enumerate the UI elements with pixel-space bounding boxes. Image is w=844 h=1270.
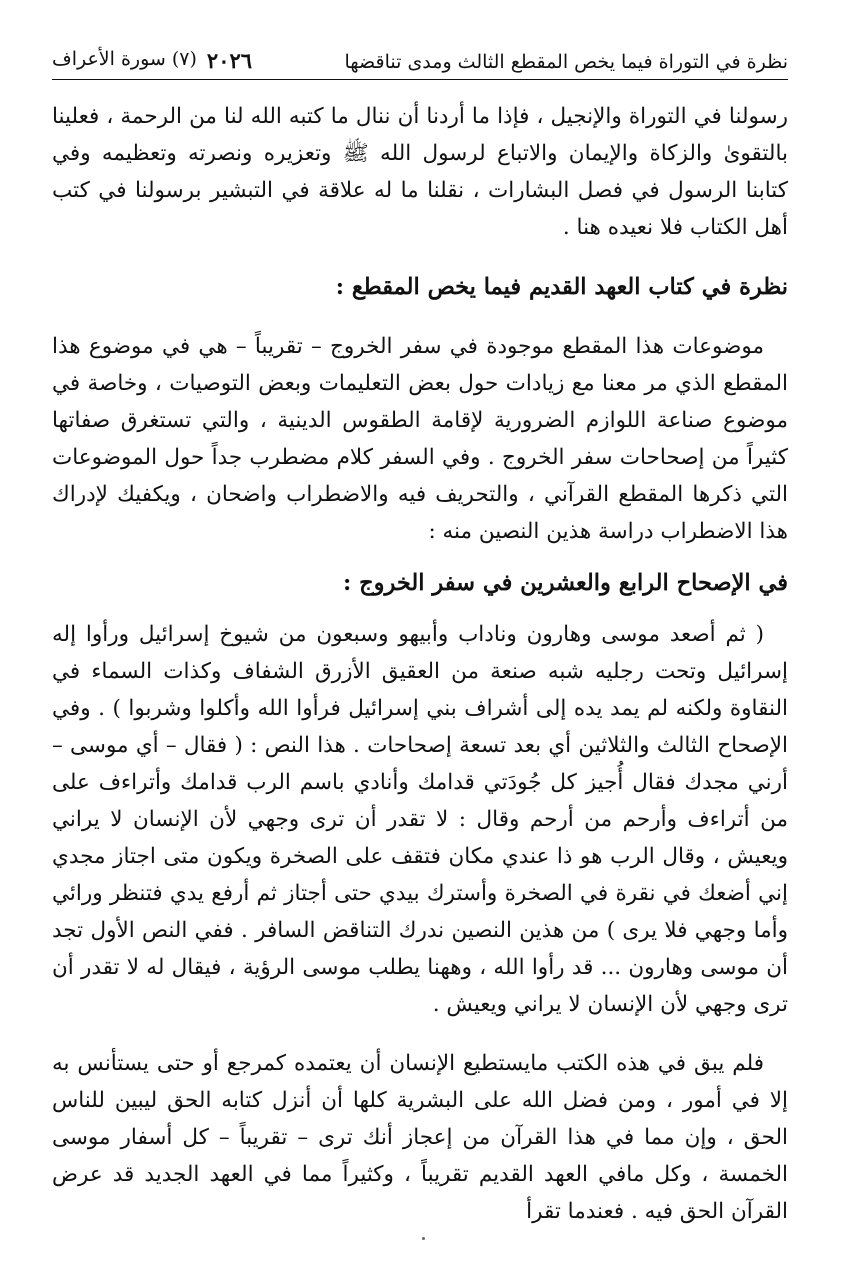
paragraph: موضوعات هذا المقطع موجودة في سفر الخروج – تقريباً – هي في موضوع هذا المقطع الذي مر معنا مع زيادات حول بعض التعليمات وبعض التوصيات ، وخاصة في موضوع صناعة اللوازم الضرورية لإقامة الطقوس الدينية ، والتي تستغرق صفاتها كثيراً من إصحاحات سفر الخروج . وفي السفر كلام مضطرب جداً حول الموضوعات التي ذكرها المقطع القرآني ، والتحريف فيه والاضطراب واضحان ، ويكفيك لإدراك هذا الاضطراب دراسة هذين النصين منه : bbox=[52, 334, 788, 544]
section-heading: في الإصحاح الرابع والعشرين في سفر الخروج : bbox=[342, 570, 788, 596]
page-number: ٢٠٢٦ bbox=[206, 48, 253, 73]
section-heading: نظرة في كتاب العهد القديم فيما يخص المقطع : bbox=[335, 274, 788, 300]
spacer bbox=[52, 306, 788, 328]
header-title: نظرة في التوراة فيما يخص المقطع الثالث ومدى تناقضها bbox=[344, 51, 788, 73]
print-mark bbox=[422, 1237, 425, 1240]
page-body bbox=[52, 98, 788, 1230]
spacer bbox=[52, 550, 788, 564]
paragraph: رسولنا في التوراة والإنجيل ، فإذا ما أردنا أن ننال ما كتبه الله لنا من الرحمة ، فعلينا بالتقوىٰ والزكاة والإيمان والاتباع لرسول الله ﷺ وتعزيره ونصرته وتعظيمه وفي كتابنا الرسول في فصل البشارات ، نقلنا ما له علاقة في التبشير برسولنا في كتب أهل الكتاب فلا نعيده هنا . bbox=[52, 104, 788, 240]
spacer bbox=[52, 246, 788, 268]
paragraph: فلم يبق في هذه الكتب مايستطيع الإنسان أن يعتمده كمرجع أو حتى يستأنس به إلا في أمور ، ومن فضل الله على البشرية كلها أن أنزل كتابه الحق ليبين للناس الحق ، وإن مما في هذا القرآن من إعجاز أنك ترى – تقريباً – كل أسفار موسى الخمسة ، وكل مافي العهد القديم تقريباً ، وكثيراً مما في العهد الجديد قد عرض القرآن الحق فيه . فعندما تقرأ bbox=[52, 1051, 788, 1224]
spacer bbox=[52, 1023, 788, 1045]
header-page-info bbox=[52, 48, 252, 73]
paragraph: ( ثم أصعد موسى وهارون وناداب وأبيهو وسبعون من شيوخ إسرائيل ورأوا إله إسرائيل وتحت رجليه شبه صنعة من العقيق الأزرق الشفاف وكذات السماء في النقاوة ولكنه لم يمد يده إلى أشراف بني إسرائيل فرأوا الله وأكلوا وشربوا ) . وفي الإصحاح الثالث والثلاثين أي بعد تسعة إصحاحات . هذا النص : ( فقال – أي موسى – أرني مجدك فقال أُجيز كل جُودَتي قدامك وأنادي باسم الرب قدامك وأتراءف على من أتراءف وأرحم من أرحم وقال : لا تقدر أن ترى وجهي لأن الإنسان لا يراني ويعيش ، وقال الرب هو ذا عندي مكان فتقف على الصخرة ويكون متى اجتاز مجدي إني أضعك في نقرة في الصخرة وأسترك بيدي حتى أجتاز ثم أرفع يدي فتنظر ورائي وأما وجهي فلا يرى ) من هذين النصين ندرك التناقض السافر . ففي النص الأول تجد أن موسى وهارون ... قد رأوا الله ، وههنا يطلب موسى الرؤية ، فيقال له لا تقدر أن ترى وجهي لأن الإنسان لا يراني ويعيش . bbox=[52, 622, 788, 1017]
running-header bbox=[52, 48, 788, 80]
spacer bbox=[52, 602, 788, 616]
surah-name: (٧) سورة الأعراف bbox=[52, 48, 197, 70]
